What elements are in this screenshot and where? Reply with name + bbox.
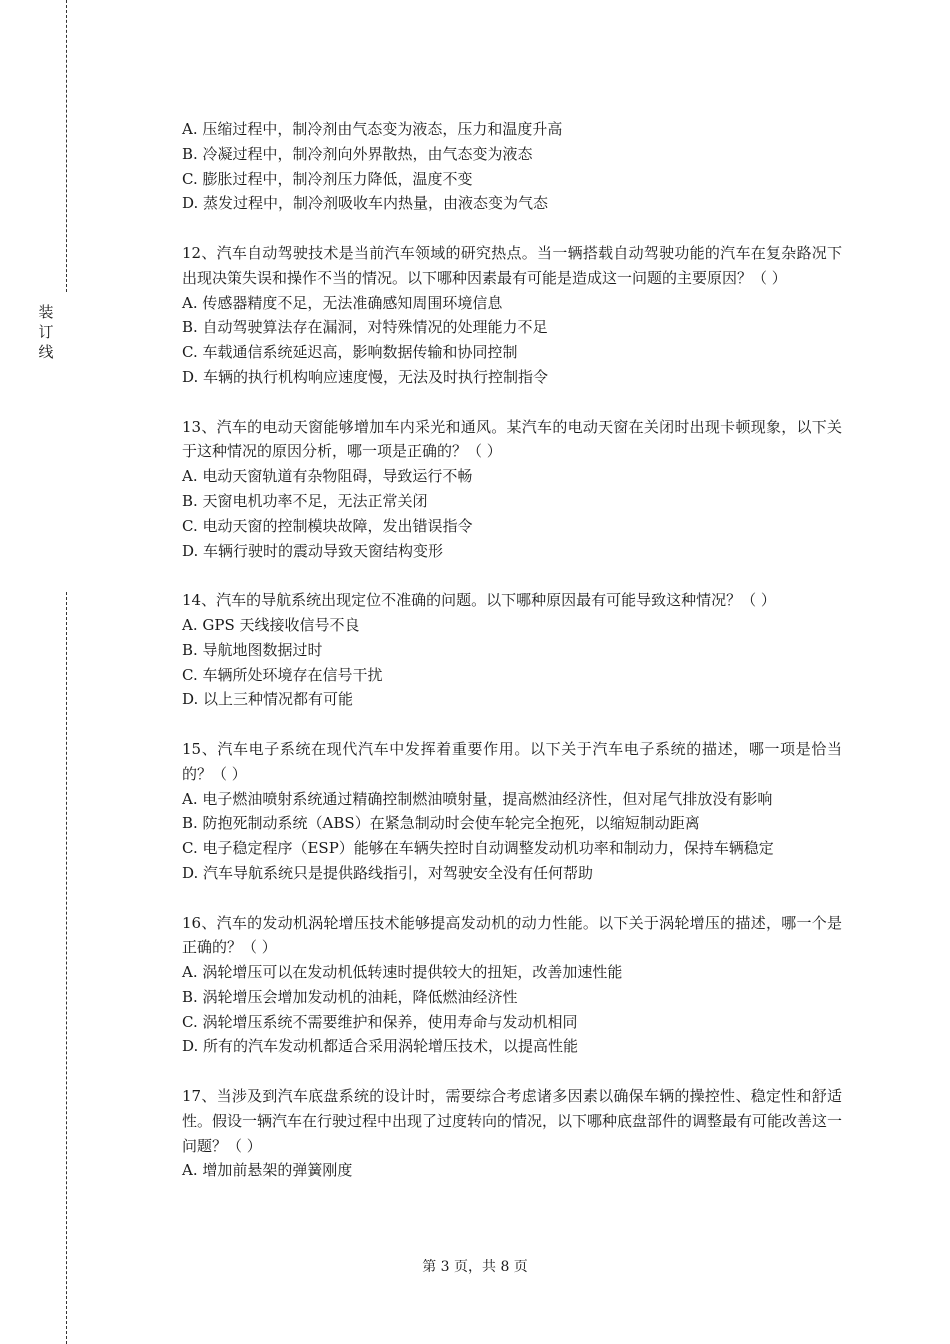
question-block [182,415,842,564]
answer-option: A. GPS 天线接收信号不良 [182,615,360,634]
answer-option: D. 所有的汽车发动机都适合采用涡轮增压技术，以提高性能 [182,1037,579,1056]
answer-option: D. 以上三种情况都有可能 [182,690,354,709]
question-block [182,737,842,886]
answer-option: A. 电子燃油喷射系统通过精确控制燃油喷射量，提高燃油经济性，但对尾气排放没有影响 [182,789,773,808]
answer-option: C. 膨胀过程中，制冷剂压力降低，温度不变 [182,169,473,188]
page-footer: 第 3 页，共 8 页 [422,1259,528,1275]
answer-option: D. 汽车导航系统只是提供路线指引，对驾驶安全没有任何帮助 [182,863,594,882]
answer-option: C. 涡轮增压系统不需要维护和保养，使用寿命与发动机相同 [182,1012,578,1031]
answer-option: B. 自动驾驶算法存在漏洞，对特殊情况的处理能力不足 [182,318,548,337]
question-block [182,911,842,1060]
question-block [182,241,842,390]
answer-option: D. 车辆行驶时的震动导致天窗结构变形 [182,541,444,560]
question-stem: 16、汽车的发动机涡轮增压技术能够提高发动机的动力性能。以下关于涡轮增压的描述，哪一个是正确的？（ ） [182,913,842,957]
answer-option: C. 车辆所处环境存在信号干扰 [182,665,383,684]
answer-option: C. 电子稳定程序（ESP）能够在车辆失控时自动调整发动机功率和制动力，保持车辆稳定 [182,839,774,858]
question-stem: 15、汽车电子系统在现代汽车中发挥着重要作用。以下关于汽车电子系统的描述，哪一项是恰当的？（ ） [182,739,842,783]
question-stem: 12、汽车自动驾驶技术是当前汽车领域的研究热点。当一辆搭载自动驾驶功能的汽车在复杂路况下出现决策失误和操作不当的情况。以下哪种因素最有可能是造成这一问题的主要原因？（ ） [182,243,842,287]
answer-option: D. 车辆的执行机构响应速度慢，无法及时执行控制指令 [182,367,549,386]
answer-option: B. 涡轮增压会增加发动机的油耗，降低燃油经济性 [182,987,518,1006]
binding-label-char: 线 [38,343,54,361]
question-list [182,117,842,1208]
answer-option: B. 天窗电机功率不足，无法正常关闭 [182,491,428,510]
question-stem: 17、当涉及到汽车底盘系统的设计时，需要综合考虑诸多因素以确保车辆的操控性、稳定性和舒适性。假设一辆汽车在行驶过程中出现了过度转向的情况，以下哪种底盘部件的调整最有可能改善这一问题？（ ） [182,1087,843,1155]
question-block [182,117,842,216]
answer-option: A. 传感器精度不足，无法准确感知周围环境信息 [182,293,503,312]
question-block [182,588,842,712]
binding-label [37,302,55,362]
question-stem: 14、汽车的导航系统出现定位不准确的问题。以下哪种原因最有可能导致这种情况？（ ） [182,591,776,610]
binding-line-top [66,0,67,292]
answer-option: A. 增加前悬架的弹簧刚度 [182,1161,353,1180]
answer-option: C. 电动天窗的控制模块故障，发出错误指令 [182,516,473,535]
answer-option: A. 涡轮增压可以在发动机低转速时提供较大的扭矩，改善加速性能 [182,963,623,982]
question-block [182,1084,842,1183]
question-stem: 13、汽车的电动天窗能够增加车内采光和通风。某汽车的电动天窗在关闭时出现卡顿现象，以下关于这种情况的原因分析，哪一项是正确的？（ ） [182,417,842,461]
answer-option: B. 防抱死制动系统（ABS）在紧急制动时会使车轮完全抱死，以缩短制动距离 [182,814,700,833]
answer-option: B. 导航地图数据过时 [182,640,323,659]
binding-label-char: 装 [38,303,54,321]
answer-option: A. 压缩过程中，制冷剂由气态变为液态，压力和温度升高 [182,120,563,138]
answer-option: B. 冷凝过程中，制冷剂向外界散热，由气态变为液态 [182,144,533,163]
answer-option: A. 电动天窗轨道有杂物阻碍，导致运行不畅 [182,467,473,486]
answer-option: C. 车载通信系统延迟高，影响数据传输和协同控制 [182,343,518,362]
answer-option: D. 蒸发过程中，制冷剂吸收车内热量，由液态变为气态 [182,194,549,213]
binding-line-bottom [66,592,67,1344]
binding-label-char: 订 [38,323,54,341]
